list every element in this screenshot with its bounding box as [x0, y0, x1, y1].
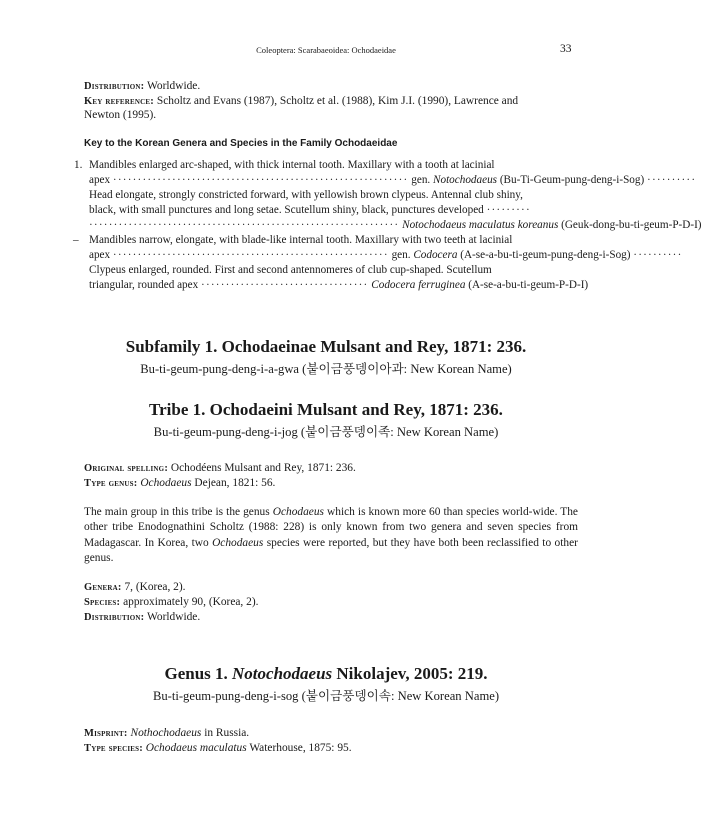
species-label: Species: — [84, 597, 121, 608]
genus-title-post: Nikolajev, 2005: 219. — [336, 664, 488, 683]
distribution-line — [84, 79, 200, 94]
key-line-7 — [89, 249, 683, 261]
leader-dots: ·································· — [201, 279, 369, 291]
leader-dots: ·········· — [633, 249, 683, 261]
key-line-9 — [89, 279, 588, 291]
genus-title-italic: Notochodaeus — [232, 664, 333, 683]
key-line-4-text: black, with small punctures and long setae. Scutellum shiny, black, punctures developed — [89, 204, 484, 216]
genus-title — [0, 664, 652, 684]
key-line-2-genus: Notochodaeus — [433, 174, 498, 186]
species-line — [84, 595, 258, 610]
genera-line — [84, 580, 185, 595]
genera-label: Genera: — [84, 582, 122, 593]
type-species-rest: Waterhouse, 1875: 95. — [249, 742, 352, 754]
paragraph-genus-2: Ochodaeus — [212, 536, 264, 549]
key-line-7-gen: gen. — [391, 249, 411, 261]
type-species-line — [84, 741, 352, 756]
genera-value: 7, (Korea, 2). — [124, 581, 186, 593]
type-genus-label: Type genus: — [84, 478, 138, 489]
subfamily-title: Subfamily 1. Ochodaeinae Mulsant and Rey, 1871: 236. — [125, 337, 527, 356]
page-number: 33 — [560, 43, 572, 55]
tribe-korean-name: Bu-ti-geum-pung-deng-i-jog (붙이금풍뎅이족: New Korean Name) — [153, 425, 499, 439]
key-item-1-number: 1. — [74, 159, 83, 171]
distribution-value: Worldwide. — [147, 80, 201, 92]
leader-dots: ······························································· — [89, 219, 400, 231]
type-genus-rest: Dejean, 1821: 56. — [194, 477, 276, 489]
key-line-4 — [89, 204, 531, 216]
tribe-distribution-value: Worldwide. — [147, 611, 201, 623]
leader-dots: ·········· — [647, 174, 697, 186]
distribution-label: Distribution: — [84, 81, 145, 92]
misprint-rest: in Russia. — [204, 727, 250, 739]
key-line-9-korean: (A-se-a-bu-ti-geum-P-D-I) — [468, 279, 589, 291]
paragraph-text-c: species were reported, but they have both been reclassified to other genus. — [84, 536, 578, 565]
paragraph-genus-1: Ochodaeus — [272, 506, 324, 518]
key-reference-value-2: Newton (1995). — [84, 109, 157, 121]
misprint-label: Misprint: — [84, 728, 128, 739]
key-line-7-genus: Codocera — [413, 249, 458, 261]
key-line-2-korean: (Bu-Ti-Geum-pung-deng-i-Sog) — [499, 174, 645, 186]
genus-korean-name: Bu-ti-geum-pung-deng-i-sog (붙이금풍뎅이속: New Korean Name) — [152, 689, 500, 703]
key-line-2-gen: gen. — [411, 174, 431, 186]
genus-title-pre: Genus 1. — [164, 664, 228, 683]
key-line-5-korean: (Geuk-dong-bu-ti-geum-P-D-I) — [561, 219, 702, 231]
key-line-8: Clypeus enlarged, rounded. First and second antennomeres of club cup-shaped. Scutellum — [89, 264, 492, 276]
key-line-1: Mandibles enlarged arc-shaped, with thick internal tooth. Maxillary with a tooth at lacinial — [89, 159, 495, 171]
key-line-5-species: Notochodaeus maculatus koreanus — [402, 219, 559, 231]
leader-dots: ···························································· — [112, 174, 409, 186]
tribe-paragraph — [84, 505, 578, 567]
key-line-2 — [89, 174, 696, 186]
type-species-label: Type species: — [84, 743, 143, 754]
type-genus-line — [84, 476, 275, 491]
running-head: Coleoptera: Scarabaeoidea: Ochodaeidae — [256, 45, 396, 55]
leader-dots: ········· — [486, 204, 531, 216]
paragraph-text-a: The main group in this tribe is the genus — [84, 506, 270, 518]
key-line-9-species: Codocera ferruginea — [371, 279, 466, 291]
original-spelling-line — [84, 461, 356, 476]
misprint-line — [84, 726, 249, 741]
species-value: approximately 90, (Korea, 2). — [123, 596, 259, 608]
tribe-distribution-label: Distribution: — [84, 612, 145, 623]
original-spelling-label: Original spelling: — [84, 463, 169, 474]
key-line-2-apex: apex — [89, 174, 111, 186]
key-line-9-text: triangular, rounded apex — [89, 279, 199, 291]
tribe-title: Tribe 1. Ochodaeini Mulsant and Rey, 1871: 236. — [149, 400, 503, 419]
key-line-7-apex: apex — [89, 249, 111, 261]
type-species-italic: Ochodaeus maculatus — [145, 742, 247, 754]
key-line-6: Mandibles narrow, elongate, with blade-like internal tooth. Maxillary with two teeth at lacinial — [89, 234, 513, 246]
key-reference-line — [84, 94, 518, 109]
paragraph-text-b: which is known more 60 than species world-wide. The other tribe Enodognathini Scholtz (1988: 228) is only known from two genera and seven species from Madagascar. In Korea, two — [84, 506, 578, 549]
key-reference-value-1: Scholtz and Evans (1987), Scholtz et al. (1988), Kim J.I. (1990), Lawrence and — [156, 95, 519, 107]
key-item-2-dash: – — [73, 234, 79, 246]
misprint-italic: Nothochodaeus — [130, 727, 202, 739]
original-spelling-value: Ochodéens Mulsant and Rey, 1871: 236. — [170, 462, 356, 474]
type-genus-italic: Ochodaeus — [140, 477, 192, 489]
tribe-distribution-line — [84, 610, 200, 625]
subfamily-korean-name: Bu-ti-geum-pung-deng-i-a-gwa (붙이금풍뎅이아과: New Korean Name) — [140, 362, 512, 376]
key-line-7-korean: (A-se-a-bu-ti-geum-pung-deng-i-Sog) — [460, 249, 631, 261]
key-reference-label: Key reference: — [84, 96, 154, 107]
key-line-3: Head elongate, strongly constricted forward, with yellowish brown clypeus. Antennal club shiny, — [89, 189, 523, 201]
key-line-5 — [89, 219, 702, 231]
leader-dots: ························································ — [112, 249, 389, 261]
key-title: Key to the Korean Genera and Species in the Family Ochodaeidae — [84, 138, 398, 149]
